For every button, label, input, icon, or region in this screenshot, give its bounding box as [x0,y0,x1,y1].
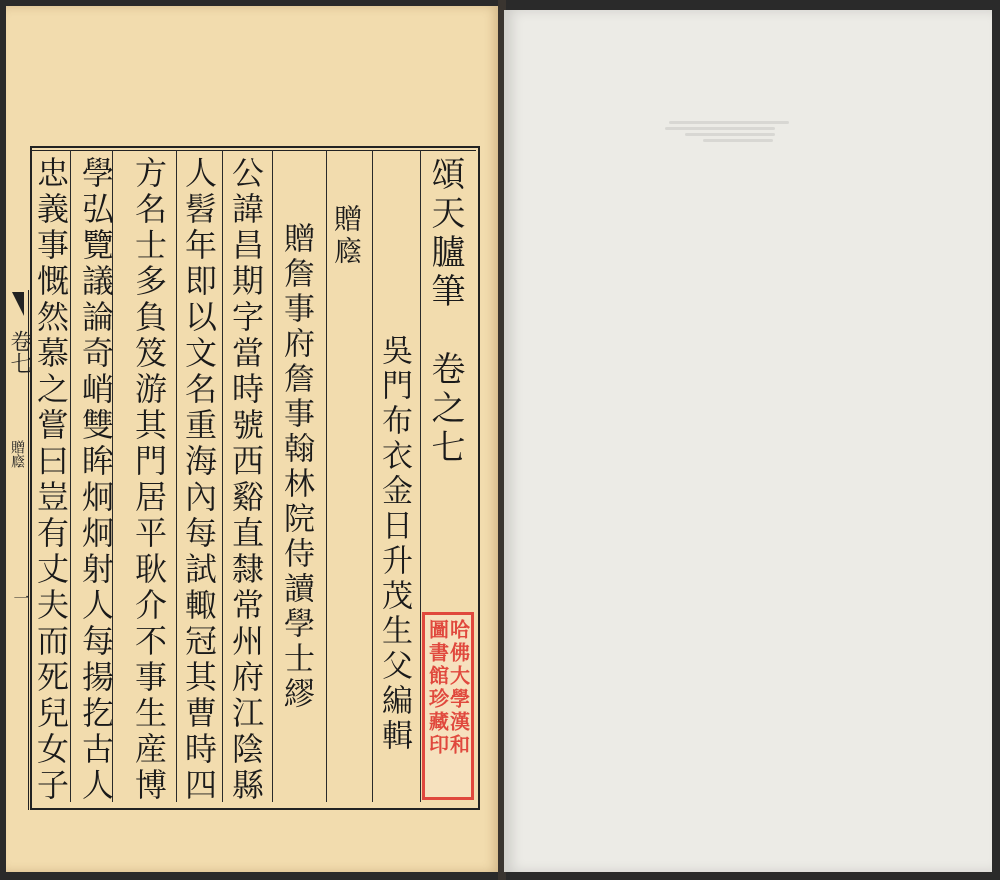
column-rule [372,150,373,802]
faint-stamp-mark [655,118,795,148]
section-heading: 贈廕 [330,204,363,268]
column-rule [222,150,223,802]
fore-edge-section: 贈廕 [9,440,25,468]
seal-text-right: 哈佛大學漢和 [446,619,471,757]
text-column: 公諱昌期字當時號西谿直隸常州府江陰縣 [227,156,265,804]
frame-inner-rule [30,150,476,151]
column-rule [176,150,177,802]
column-rule [420,150,421,802]
text-column: 學弘覽議論奇峭雙眸炯炯射人每揚扢古人 [77,156,115,804]
seal-text-left: 圖書館珍藏印 [425,619,450,757]
column-rule [326,150,327,802]
fore-edge-juan: 卷七 [7,330,32,374]
text-column: 人髫年即以文名重海內每試輙冠其曹時四 [180,156,218,804]
column-rule [272,150,273,802]
column-rule [70,150,71,802]
title-column: 頌天臚筆 卷之七 [425,156,465,468]
author-column: 吳門布衣金日升茂生父編輯 [376,334,412,754]
fishtail-mark-icon [12,292,24,316]
fore-edge-page-number: 一 [11,590,30,606]
text-column: 忠義事慨然慕之嘗曰豈有丈夫而死兒女子 [32,156,70,804]
subheading-column: 贈詹事府詹事翰林院侍讀學士繆 [278,222,314,712]
text-column: 方名士多負笈游其門居平耿介不事生産博 [130,156,168,804]
library-seal [422,612,474,800]
